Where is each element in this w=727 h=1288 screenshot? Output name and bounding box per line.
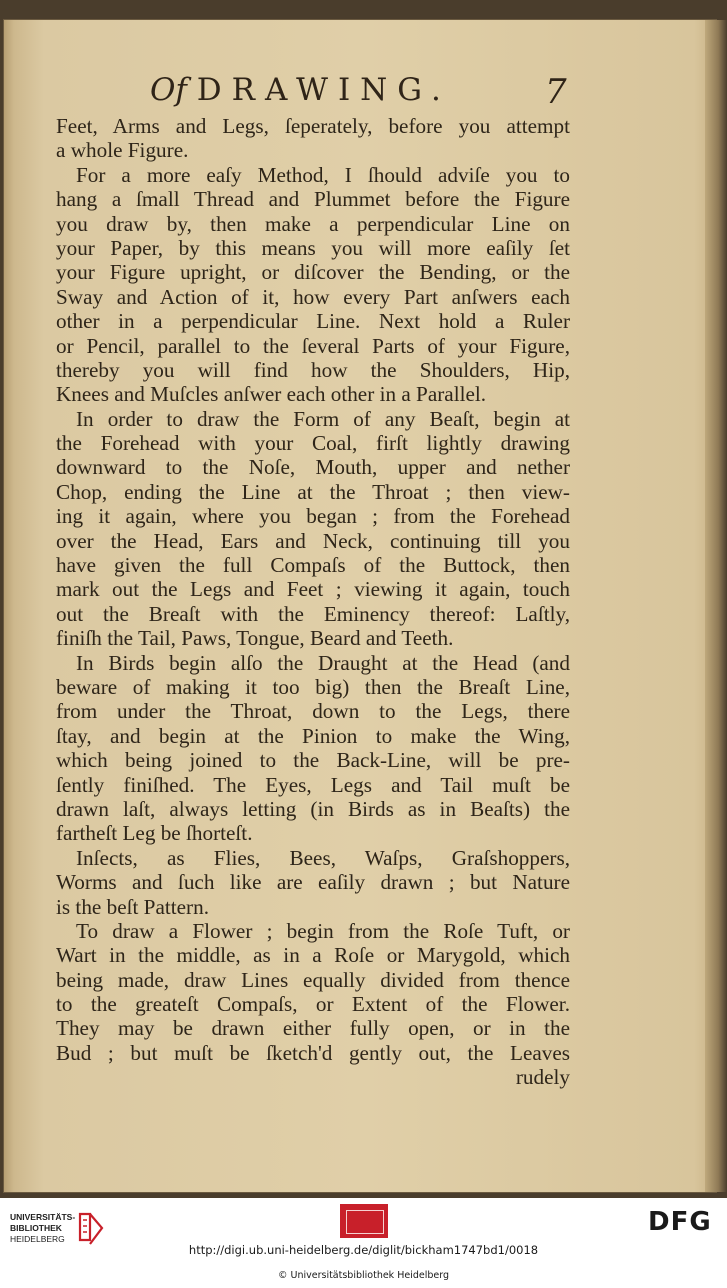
text-line: the Forehead with your Coal, firſt lightly drawing: [56, 431, 570, 456]
text-line: out the Breaſt with the Eminency thereof: Laſtly,: [56, 601, 570, 626]
text-line: a whole Figure.: [56, 138, 189, 163]
text-line: your Paper, by this means you will more eaſily ſet: [56, 235, 570, 260]
running-header: [150, 72, 580, 116]
text-line: They may be drawn either fully open, or in the: [56, 1016, 570, 1041]
running-title: [150, 72, 451, 108]
text-line: your Figure upright, or diſcover the Bending, or the: [56, 260, 570, 285]
text-line: ſtay, and begin at the Pinion to make the Wing,: [56, 723, 570, 748]
text-line: is the beſt Pattern.: [56, 894, 209, 919]
page-edge-shadow: [705, 20, 727, 1192]
text-line: being made, draw Lines equally divided from thence: [56, 967, 570, 992]
text-line: ing it again, where you began ; from the Forehead: [56, 504, 570, 529]
copyright-notice: © Universitätsbibliothek Heidelberg: [277, 1270, 449, 1281]
university-library-name: [10, 1212, 76, 1245]
text-line: have given the full Compaſs of the Buttock, then: [56, 553, 570, 578]
text-line: drawn laſt, always letting (in Birds as in Beaſts) the: [56, 796, 570, 821]
library-name-line-2: BIBLIOTHEK: [10, 1223, 62, 1233]
text-line: ſently finiſhed. The Eyes, Legs and Tail muſt be: [56, 772, 570, 797]
text-line: which being joined to the Back-Line, will be pre-: [56, 748, 570, 773]
text-line: you draw by, then make a perpendicular Line on: [56, 211, 570, 236]
text-line: from under the Throat, down to the Legs, there: [56, 699, 570, 724]
text-line: fartheſt Leg be ſhorteſt.: [56, 821, 253, 846]
text-line: to the greateſt Compaſs, or Extent of the Flower.: [56, 992, 570, 1017]
text-line: thereby you will find how the Shoulders, Hip,: [56, 357, 570, 382]
text-line: To draw a Flower ; begin from the Roſe Tuft, or: [76, 918, 570, 943]
dfg-logo[interactable]: DFG: [648, 1207, 712, 1237]
text-line: Bud ; but muſt be ſketch'd gently out, the Leaves: [56, 1040, 570, 1065]
text-line: In Birds begin alſo the Draught at the Head (and: [76, 650, 570, 675]
text-line: For a more eaſy Method, I ſhould adviſe you to: [76, 162, 570, 187]
digital-collection-logo-frame: [346, 1210, 384, 1234]
digital-collection-logo[interactable]: [340, 1204, 388, 1238]
page-url[interactable]: http://digi.ub.uni-heidelberg.de/diglit/bickham1747bd1/0018: [188, 1243, 539, 1257]
text-line: Feet, Arms and Legs, ſeperately, before you attempt: [56, 114, 570, 138]
text-line: beware of making it too big) then the Breaſt Line,: [56, 674, 570, 699]
running-title-of: Of: [150, 72, 187, 108]
text-line: mark out the Legs and Feet ; viewing it again, touch: [56, 577, 570, 602]
body-text: [56, 114, 570, 1090]
text-line: finiſh the Tail, Paws, Tongue, Beard and Teeth.: [56, 626, 454, 651]
text-line: Inſects, as Flies, Bees, Waſps, Graſshoppers,: [76, 845, 570, 870]
text-line: downward to the Noſe, Mouth, upper and nether: [56, 455, 570, 480]
text-line: over the Head, Ears and Neck, continuing till you: [56, 528, 570, 553]
running-title-drawing: DRAWING.: [196, 72, 451, 108]
viewer-footer: [0, 1198, 727, 1288]
page-number: 7: [545, 72, 567, 112]
library-name-line-1: UNIVERSITÄTS-: [10, 1212, 76, 1222]
text-line: Chop, ending the Line at the Throat ; then view-: [56, 479, 570, 504]
library-name-line-3: HEIDELBERG: [10, 1234, 65, 1244]
text-line: hang a ſmall Thread and Plummet before the Figure: [56, 187, 570, 212]
text-line: other in a perpendicular Line. Next hold a Ruler: [56, 309, 570, 334]
text-line: or Pencil, parallel to the ſeveral Parts of your Figure,: [56, 333, 570, 358]
text-line: Sway and Action of it, how every Part anſwers each: [56, 284, 570, 309]
text-line: Knees and Muſcles anſwer each other in a Parallel.: [56, 382, 487, 407]
text-line: In order to draw the Form of any Beaſt, begin at: [76, 406, 570, 431]
text-line: Wart in the middle, as in a Roſe or Marygold, which: [56, 943, 570, 968]
text-line: Worms and ſuch like are eaſily drawn ; but Nature: [56, 870, 570, 895]
catchword: rudely: [515, 1065, 570, 1090]
